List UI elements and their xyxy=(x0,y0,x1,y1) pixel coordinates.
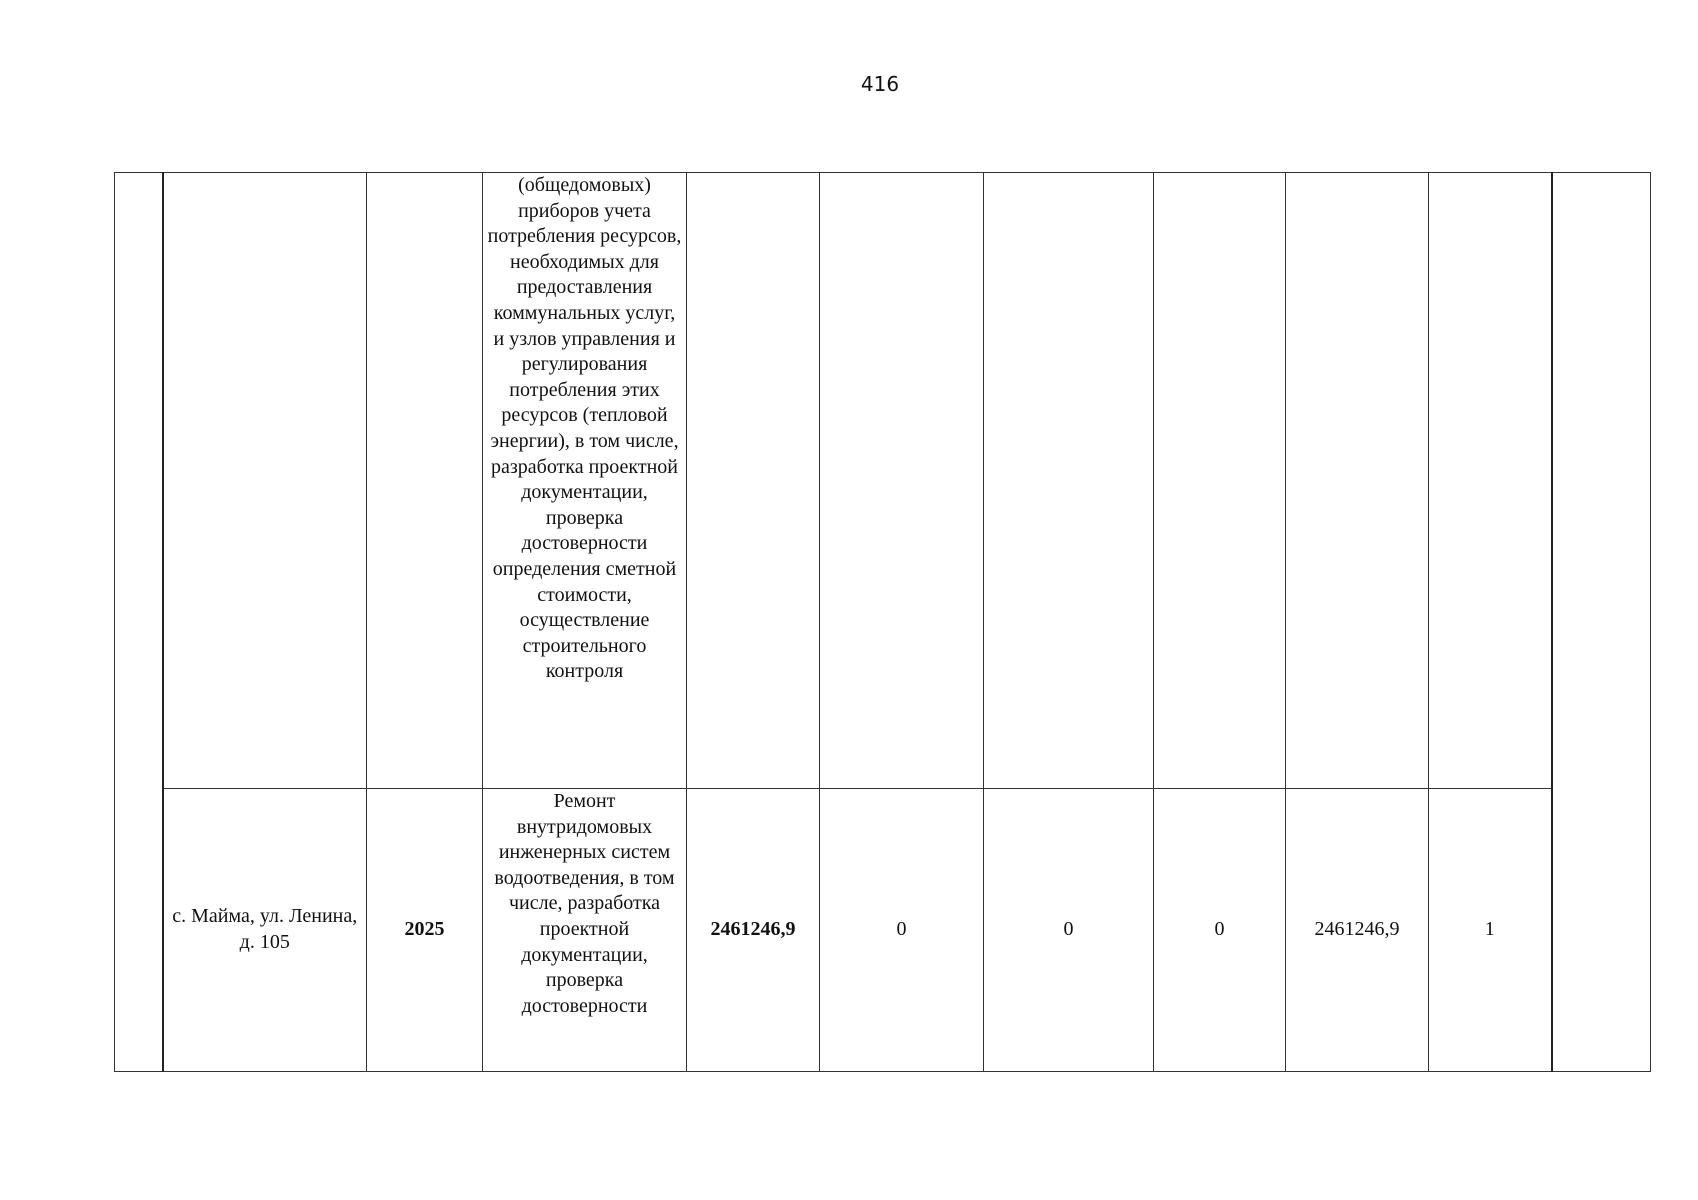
funding-cell-2 xyxy=(984,173,1154,789)
count-cell: 1 xyxy=(1429,789,1552,1072)
table-row xyxy=(115,789,1651,1072)
funding-cell-4 xyxy=(1286,173,1429,789)
funding-cell-3: 0 xyxy=(1154,789,1286,1072)
work-description-text: Ремонт внутридомовых инженерных систем водоотведения, в том числе, разработка проектной документации, проверка достоверности xyxy=(494,790,675,1017)
funding-cell-1: 0 xyxy=(820,789,984,1072)
address-cell: с. Майма, ул. Ленина, д. 105 xyxy=(163,789,367,1072)
count-cell xyxy=(1429,173,1552,789)
total-cost-cell: 2461246,9 xyxy=(687,789,820,1072)
work-description-cell xyxy=(483,789,687,1072)
year-cell: 2025 xyxy=(367,789,483,1072)
funding-cell-3 xyxy=(1154,173,1286,789)
works-table xyxy=(114,172,1651,1072)
total-cost-cell xyxy=(687,173,820,789)
funding-cell-2: 0 xyxy=(984,789,1154,1072)
page-number: 416 xyxy=(860,72,900,96)
row-number-cell xyxy=(115,173,163,1072)
work-description-cell: (общедомовых) приборов учета потребления ресурсов, необходимых для предоставления коммунальных услуг, и узлов управления и регулирования потребления этих ресурсов (тепловой энергии), в том числе, разработка проектной документации, проверка достоверности определения сметной стоимости, осуществление строительного контроля xyxy=(483,173,687,789)
year-cell xyxy=(367,173,483,789)
funding-cell-1 xyxy=(820,173,984,789)
funding-cell-4: 2461246,9 xyxy=(1286,789,1429,1072)
last-column-cell xyxy=(1552,173,1651,1072)
table-row xyxy=(115,173,1651,789)
address-cell xyxy=(163,173,367,789)
